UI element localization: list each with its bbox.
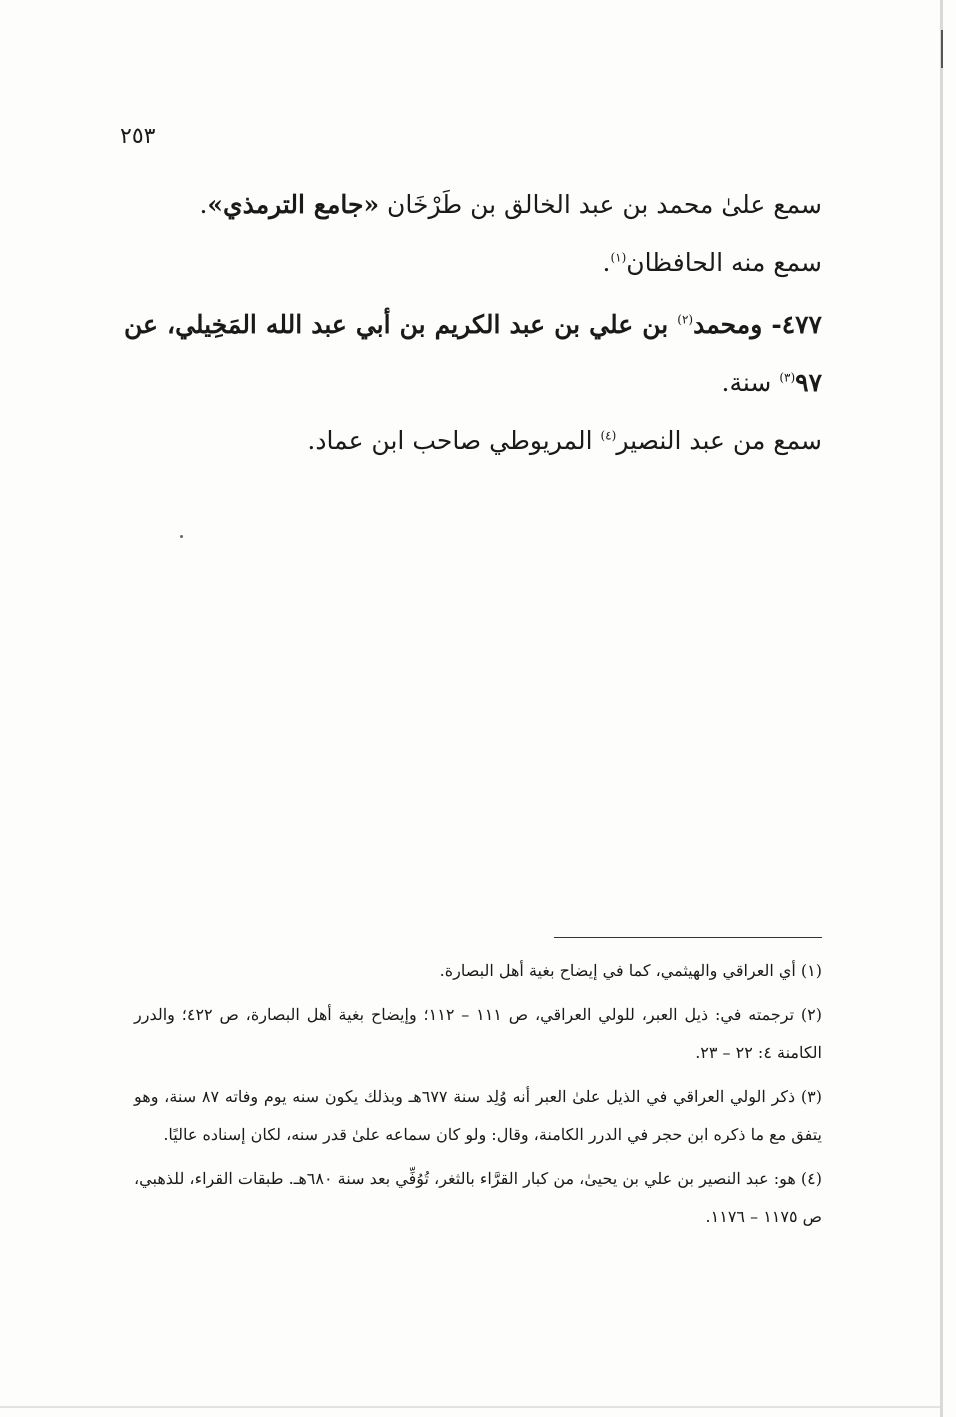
main-text: [124, 176, 822, 470]
entry-number: ٤٧٧- ومحمد: [693, 310, 822, 339]
text-line: [124, 176, 822, 234]
text-span: سمع من عبد النصير: [616, 426, 822, 455]
biography-entry: [124, 296, 822, 412]
entry-name: بن علي بن عبد الكريم بن أبي عبد الله المَخِيلي، عن: [124, 310, 678, 339]
footnote: (٢) ترجمته في: ذيل العبر، للولي العراقي، ص ١١١ – ١١٢؛ وإيضاح بغية أهل البصارة، ص ٤٢٢؛ والدرر الكامنة ٤: ٢٢ – ٢٣.: [134, 1005, 822, 1062]
text-span: المريوطي صاحب ابن عماد.: [307, 426, 601, 455]
text-span: سنة.: [721, 368, 780, 397]
footnote: (٤) هو: عبد النصير بن علي بن يحيىٰ، من كبار القرَّاء بالثغر، تُوُفِّي بعد سنة ٦٨٠هـ. طبقات القراء، للذهبي، ص ١١٧٥ – ١١٧٦.: [134, 1169, 822, 1226]
text-span: .: [602, 248, 611, 277]
page-number: ٢٥٣: [120, 124, 156, 149]
footnote: (٣) ذكر الولي العراقي في الذيل علىٰ العبر أنه وُلِد سنة ٦٧٧هـ وبذلك يكون سنه يوم وفاته ٨٧ سنة، وهو يتفق مع ما ذكره ابن حجر في الدرر الكامنة، وقال: ولو كان سماعه علىٰ قدر سنه، لكان إسناده عاليًا.: [134, 1087, 823, 1144]
footnote-ref[interactable]: (٢): [677, 312, 694, 327]
book-title: «جامع الترمذي»: [207, 190, 380, 219]
page-edge-right: [940, 0, 943, 1417]
footnote: (١) أي العراقي والهيثمي، كما في إيضاح بغية أهل البصارة.: [439, 961, 822, 980]
footnote-ref[interactable]: (٣): [779, 370, 796, 385]
text-span: سمع علىٰ محمد بن عبد الخالق بن طَرْخَان: [379, 190, 822, 219]
footnote-ref[interactable]: (١): [610, 250, 627, 265]
text-line: [124, 234, 822, 292]
footnote-divider: [554, 937, 822, 938]
text-line: [124, 412, 822, 470]
text-span: .: [199, 190, 208, 219]
print-speck: [180, 535, 183, 538]
page-edge-bottom: [0, 1406, 940, 1408]
footnotes: [134, 952, 822, 1242]
edge-mark: [941, 30, 943, 68]
footnote-ref[interactable]: (٤): [600, 428, 617, 443]
entry-age: ٩٧: [795, 368, 822, 397]
text-span: سمع منه الحافظان: [626, 248, 822, 277]
